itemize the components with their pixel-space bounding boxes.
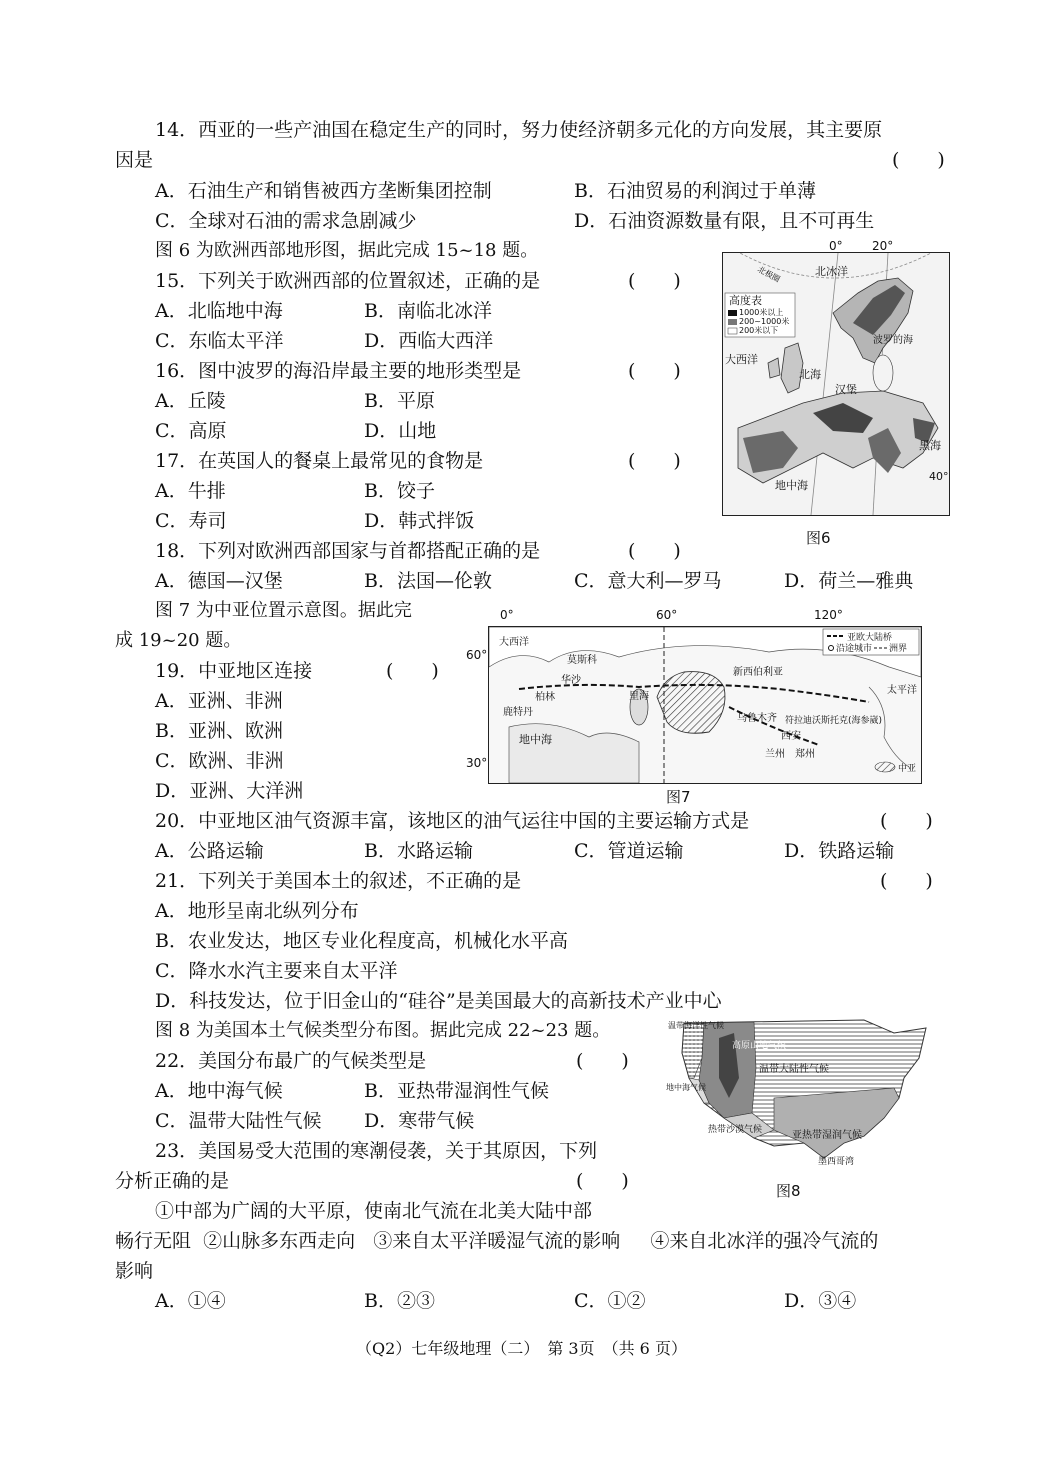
fig7-lon-60-label: 60° [656,608,678,622]
fig6-lat-40: 40° [929,470,949,483]
q22-option-b[interactable]: B．亚热带湿润性气候 [364,1080,549,1102]
q18-option-a[interactable]: A．德国—汉堡 [155,570,283,592]
fig7-intro-line2: 成 19~20 题。 [115,630,242,651]
q14-option-b[interactable]: B．石油贸易的利润过于单薄 [574,180,816,202]
q23-option-c[interactable]: C．①② [574,1290,646,1312]
q20-option-d[interactable]: D．铁路运输 [784,840,895,862]
fig6-legend-3: 200米以下 [739,326,779,335]
q18-stem: 18．下列对欧洲西部国家与首都搭配正确的是 [155,540,541,562]
fig8-gulf: 墨西哥湾 [818,1157,855,1167]
q20-option-a[interactable]: A．公路运输 [155,840,264,862]
q19-option-a[interactable]: A．亚洲、非洲 [155,690,283,712]
fig8-intro: 图 8 为美国本土气候类型分布图。据此完成 22~23 题。 [155,1020,611,1041]
q16-option-a[interactable]: A．丘陵 [155,390,226,412]
q22-stem: 22．美国分布最广的气候类型是 [155,1050,427,1072]
q23-body-line1: ①中部为广阔的大平原，使南北气流在北美大陆中部 [155,1200,593,1222]
fig7-zhengzhou: 郑州 [795,749,815,760]
fig7-legend-3: 洲界 [889,644,908,654]
figure-6-caption: 图6 [806,529,831,547]
fig6-atlantic: 大西洋 [725,353,758,366]
q14-option-d[interactable]: D．石油资源数量有限，且不可再生 [574,210,875,232]
q20-answer-blank[interactable]: ( ) [880,810,933,832]
q14-option-a[interactable]: A．石油生产和销售被西方垄断集团控制 [155,180,492,202]
fig7-vladivostok: 符拉迪沃斯托克(海参崴) [785,716,883,726]
q16-option-c[interactable]: C．高原 [155,420,227,442]
fig7-intro-line1: 图 7 为中亚位置示意图。据此完 [155,600,412,621]
q17-answer-blank[interactable]: ( ) [628,450,681,472]
q19-stem: 19．中亚地区连接 [155,660,313,682]
q22-option-d[interactable]: D．寒带气候 [364,1110,475,1132]
q15-option-b[interactable]: B．南临北冰洋 [364,300,492,322]
q18-option-c[interactable]: C．意大利—罗马 [574,570,722,592]
fig7-xian: 西安 [781,731,801,742]
q20-option-b[interactable]: B．水路运输 [364,840,473,862]
q23-body-line3: 影响 [115,1260,154,1282]
fig7-legend-central-asia: 中亚 [898,764,917,774]
q20-option-c[interactable]: C．管道运输 [574,840,684,862]
legend-swatch-high [728,310,737,316]
fig8-temperate-continental: 温带大陆性气候 [759,1064,829,1075]
q16-option-b[interactable]: B．平原 [364,390,435,412]
q16-answer-blank[interactable]: ( ) [628,360,681,382]
q19-answer-blank[interactable]: ( ) [386,660,439,682]
fig7-lon-120-label: 120° [814,608,843,622]
q22-option-c[interactable]: C．温带大陆性气候 [155,1110,322,1132]
q19-option-b[interactable]: B．亚洲、欧洲 [155,720,283,742]
fig7-moscow: 莫斯科 [567,655,597,666]
q16-option-d[interactable]: D．山地 [364,420,437,442]
fig6-arctic-circle: 北极圈 [756,264,782,285]
q19-option-d[interactable]: D．亚洲、大洋洲 [155,780,304,802]
q21-option-a[interactable]: A．地形呈南北纵列分布 [155,900,359,922]
fig6-hamburg: 汉堡 [835,383,857,396]
fig7-atlantic: 大西洋 [499,637,529,648]
q19-option-c[interactable]: C．欧洲、非洲 [155,750,284,772]
q23-option-a[interactable]: A．①④ [155,1290,226,1312]
legend-swatch-low [728,328,737,334]
fig6-arctic-ocean: 北冰洋 [815,265,848,278]
fig6-lon-0-label: 0° [829,239,843,253]
q21-option-c[interactable]: C．降水水汽主要来自太平洋 [155,960,398,982]
fig6-legend-2: 200~1000米 [739,317,790,326]
q22-option-a[interactable]: A．地中海气候 [155,1080,283,1102]
fig6-baltic: 波罗的海 [873,335,913,346]
q18-option-b[interactable]: B．法国—伦敦 [364,570,492,592]
figure-7-caption: 图7 [666,788,691,806]
fig7-lon-0-label: 0° [500,608,514,622]
q15-answer-blank[interactable]: ( ) [628,270,681,292]
q23-stem-line1: 23．美国易受大范围的寒潮侵袭，关于其原因，下列 [155,1140,598,1162]
q14-stem-line1: 14．西亚的一些产油国在稳定生产的同时，努力使经济朝多元化的方向发展，其主要原 [155,119,883,141]
fig7-mediterranean: 地中海 [519,733,552,746]
fig8-temperate-maritime: 温带海洋性气候 [668,1021,724,1030]
fig6-north-sea: 北海 [799,368,821,381]
q18-answer-blank[interactable]: ( ) [628,540,681,562]
q16-stem: 16．图中波罗的海沿岸最主要的地形类型是 [155,360,522,382]
q23-option-d[interactable]: D．③④ [784,1290,857,1312]
fig7-warsaw: 华沙 [561,675,581,686]
fig6-lon-20-label: 20° [872,239,894,253]
q17-option-b[interactable]: B．饺子 [364,480,435,502]
q23-stem-line2: 分析正确的是 [115,1170,230,1192]
fig6-mediterranean: 地中海 [775,479,808,492]
q17-stem: 17．在英国人的餐桌上最常见的食物是 [155,450,484,472]
q15-option-d[interactable]: D．西临大西洋 [364,330,494,352]
q14-stem-line2: 因是 [115,149,154,171]
fig7-caspian: 里海 [629,691,649,702]
q23-body-line2: 畅行无阻 ②山脉多东西走向 ③来自太平洋暖湿气流的影响 ④来自北冰洋的强冷气流的 [115,1230,879,1252]
fig7-lat-30-label: 30° [466,756,488,770]
fig6-legend-title: 高度表 [729,294,762,307]
q20-stem: 20．中亚地区油气资源丰富，该地区的油气运往中国的主要运输方式是 [155,810,750,832]
q17-option-c[interactable]: C．寿司 [155,510,227,532]
fig8-highland: 高原山地气候 [732,1041,787,1051]
q14-answer-blank[interactable]: ( ) [892,149,945,171]
fig7-lanzhou: 兰州 [765,749,785,760]
q15-stem: 15．下列关于欧洲西部的位置叙述，正确的是 [155,270,541,292]
fig6-lon-0 [831,253,844,254]
q15-option-c[interactable]: C．东临太平洋 [155,330,284,352]
figure-6-europe-map [722,252,950,516]
fig7-rotterdam: 鹿特丹 [503,707,533,718]
fig6-intro: 图 6 为欧洲西部地形图，据此完成 15~18 题。 [155,240,539,261]
fig6-legend-1: 1000米以上 [739,308,784,317]
fig8-subtropical-humid: 亚热带湿润气候 [792,1130,862,1141]
fig6-black-sea: 黑海 [919,439,941,452]
legend-swatch-mid [728,319,737,325]
fig7-legend-2: 沿途城市 [836,644,873,654]
q17-option-a[interactable]: A．牛排 [155,480,226,502]
q22-answer-blank[interactable]: ( ) [576,1050,629,1072]
q21-option-d[interactable]: D．科技发达，位于旧金山的“硅谷”是美国最大的高新技术产业中心 [155,990,722,1012]
page-footer: （Q2）七年级地理（二） 第 3页 （共 6 页） [356,1339,687,1358]
q17-option-d[interactable]: D．韩式拌饭 [364,510,475,532]
fig7-lat-60-label: 60° [466,648,488,662]
q21-answer-blank[interactable]: ( ) [880,870,933,892]
fig8-mediterranean: 地中海气候 [666,1083,706,1092]
figure-8-caption: 图8 [776,1182,801,1200]
q18-option-d[interactable]: D．荷兰—雅典 [784,570,914,592]
fig7-pacific: 太平洋 [887,685,917,696]
figure-7-central-asia-map [488,626,922,784]
q23-option-b[interactable]: B．②③ [364,1290,435,1312]
fig7-novosibirsk: 新西伯利亚 [733,667,783,678]
fig7-berlin: 柏林 [535,692,555,703]
q21-option-b[interactable]: B．农业发达，地区专业化程度高，机械化水平高 [155,930,568,952]
figure-8-us-climate-map [664,1018,934,1170]
fig7-urumqi: 乌鲁木齐 [737,713,777,724]
q21-stem: 21．下列关于美国本土的叙述，不正确的是 [155,870,522,892]
q15-option-a[interactable]: A．北临地中海 [155,300,283,322]
q14-option-c[interactable]: C．全球对石油的需求急剧减少 [155,210,417,232]
fig8-tropical-desert: 热带沙漠气候 [708,1125,763,1135]
fig7-legend-1: 亚欧大陆桥 [847,633,893,643]
q23-answer-blank[interactable]: ( ) [576,1170,629,1192]
